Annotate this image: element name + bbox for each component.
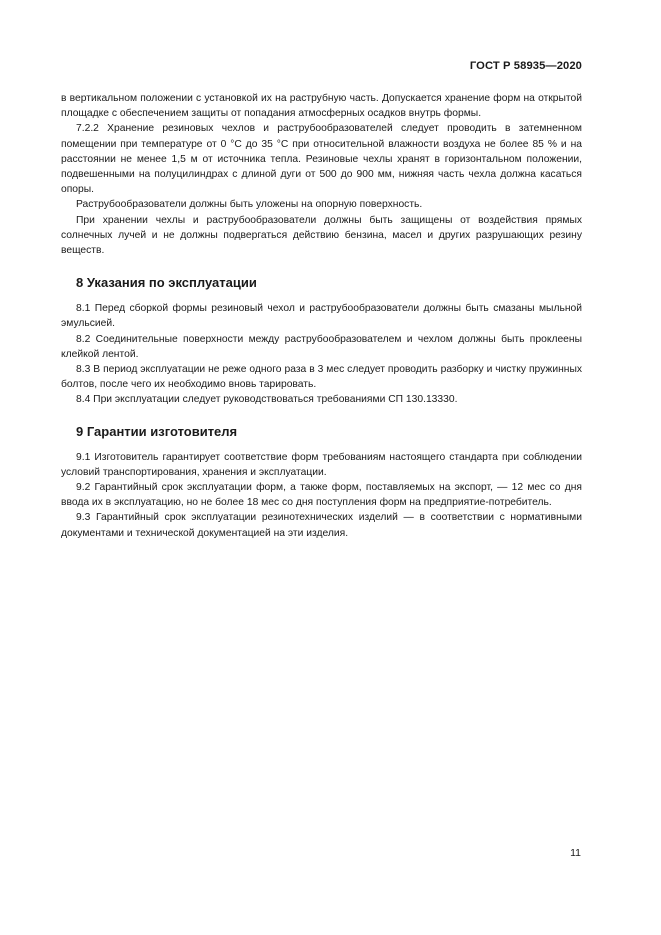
- document-body: [61, 91, 582, 541]
- paragraph-8-2: 8.2 Соединительные поверхности между раструбообразователем и чехлом должны быть проклеены клейкой лентой.: [61, 333, 582, 360]
- page-number: 11: [570, 847, 581, 859]
- paragraph-9-2: 9.2 Гарантийный срок эксплуатации форм, а также форм, поставляемых на экспорт, — 12 мес со дня ввода их в эксплуатацию, но не более 18 мес со дня поступления форм на предприятие-потребитель.: [61, 482, 582, 509]
- section-9-heading: 9 Гарантии изготовителя: [76, 423, 238, 439]
- section-8-heading: 8 Указания по эксплуатации: [76, 275, 257, 291]
- document-code: ГОСТ Р 58935—2020: [469, 60, 582, 72]
- paragraph-8-1: 8.1 Перед сборкой формы резиновый чехол и раструбообразователи должны быть смазаны мыльной эмульсией.: [61, 303, 582, 330]
- paragraph-7-2-2-bells: Раструбообразователи должны быть уложены на опорную поверхность.: [76, 199, 423, 211]
- paragraph-9-1: 9.1 Изготовитель гарантирует соответствие форм требованиям настоящего стандарта при соблюдении условий транспортирования, хранения и эксплуатации.: [61, 451, 582, 478]
- paragraph-8-3: 8.3 В период эксплуатации не реже одного раза в 3 мес следует проводить разборку и чистку пружинных болтов, после чего их необходимо вновь тарировать.: [61, 364, 582, 391]
- paragraph-7-2-2-protection: При хранении чехлы и раструбообразователи должны быть защищены от воздействия прямых солнечных лучей и не должны подвергаться действию бензина, масел и других разрушающих резину веществ.: [61, 214, 582, 257]
- paragraph-8-4: 8.4 При эксплуатации следует руководствоваться требованиями СП 130.13330.: [76, 394, 458, 406]
- paragraph-7-2-2: 7.2.2 Хранение резиновых чехлов и раструбообразователей следует проводить в затемненном помещении при температуре от 0 °С до 35 °С при относительной влажности воздуха не более 85 % и на расстоянии не менее 1,5 м от источника тепла. Резиновые чехлы хранят в горизонтальном положении, подвешенными на полуцилиндрах с длиной дуги от 500 до 900 мм, нижняя часть чехла должна касаться опоры.: [61, 123, 582, 196]
- paragraph-7-2-1-continuation: в вертикальном положении с установкой их на раструбную часть. Допускается хранение форм на открытой площадке с обеспечением защиты от попадания атмосферных осадков внутрь формы.: [61, 93, 582, 120]
- paragraph-9-3: 9.3 Гарантийный срок эксплуатации резинотехнических изделий — в соответствии с нормативными документами и технической документацией на эти изделия.: [61, 512, 582, 539]
